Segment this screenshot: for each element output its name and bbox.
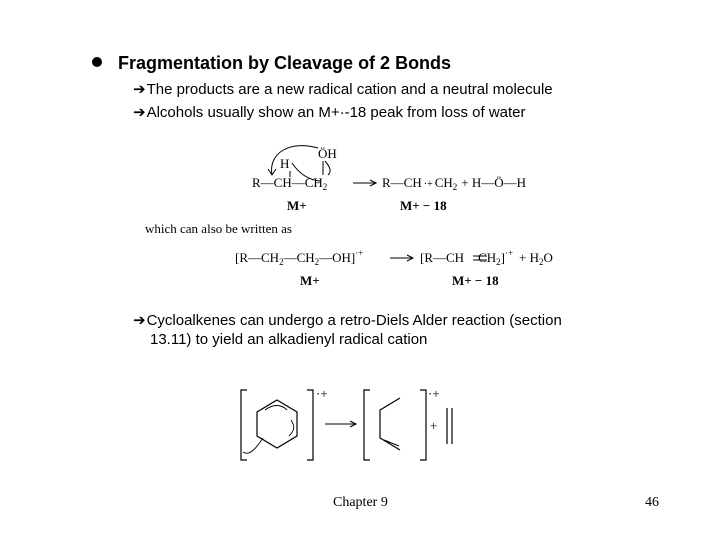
bullet-alcohols-text: Alcohols usually show an M+·-18 peak from loss of water bbox=[146, 104, 526, 121]
label-m-minus-18: M+ − 18 bbox=[400, 198, 447, 213]
svg-text:·+: ·+ bbox=[316, 386, 328, 401]
page-number: 46 bbox=[645, 495, 659, 510]
slide-title-text: Fragmentation by Cleavage of 2 Bonds bbox=[118, 53, 452, 73]
bullet-cycloalkenes-line1: Cycloalkenes can undergo a retro-Diels Alder reaction (section bbox=[146, 312, 562, 329]
curved-arrow-icon bbox=[325, 161, 330, 175]
label-m-minus-18-2: M+ − 18 bbox=[452, 273, 499, 288]
svg-text:·+: ·+ bbox=[428, 386, 440, 401]
footer-chapter: Chapter 9 bbox=[333, 495, 388, 510]
product-bracket-formula: [R—CH $CH_2]^{\cdot+} + H_2O$ bbox=[420, 248, 553, 267]
arrow-bullet-icon: ➔ bbox=[133, 312, 146, 329]
written-as-caption: which can also be written as bbox=[145, 221, 292, 236]
curved-arrow-icon bbox=[272, 146, 318, 175]
label-m-radical: M+ bbox=[287, 198, 307, 213]
retro-diels-alder-scheme bbox=[225, 380, 485, 470]
product-formula: R—CH ·+ $CH_2$ + H—Ö—H bbox=[382, 175, 527, 192]
arrow-bullet-icon: ➔ bbox=[133, 104, 146, 121]
slide-title bbox=[92, 53, 451, 74]
bullet-alcohols bbox=[133, 103, 526, 121]
label-m-radical-2: M+ bbox=[300, 273, 320, 288]
bullet-products-text: The products are a new radical cation and a neutral molecule bbox=[146, 81, 553, 98]
oh-group: ÖH bbox=[318, 146, 337, 161]
bullet-dot-icon bbox=[92, 57, 102, 67]
bullet-cycloalkenes-line2: 13.11) to yield an alkadienyl radical cation bbox=[150, 331, 428, 348]
reactant-bracket-formula: $[R—CH_2—CH_2—OH]^{\cdot+}$ bbox=[235, 248, 364, 267]
reactant-formula: $R—CH—CH_2$ bbox=[252, 175, 328, 192]
arrow-bullet-icon: ➔ bbox=[133, 81, 146, 98]
hydrogen-label: H bbox=[280, 156, 290, 171]
bullet-products bbox=[133, 80, 553, 98]
svg-text:+: + bbox=[430, 418, 438, 433]
bullet-cycloalkenes bbox=[133, 311, 562, 329]
cyclohexene-ring-icon bbox=[257, 400, 297, 448]
